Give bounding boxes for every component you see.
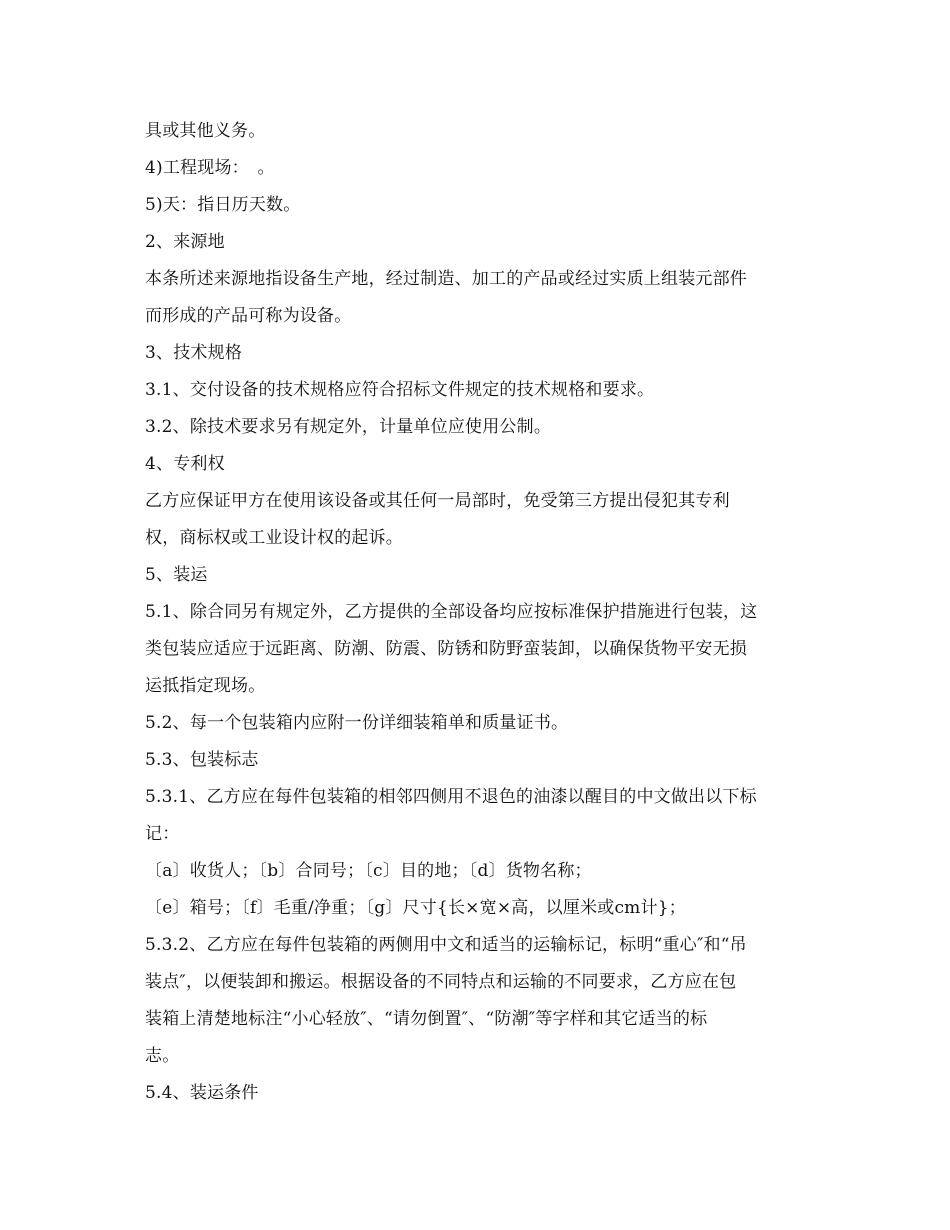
clause-3-1: 3.1、交付设备的技术规格应符合招标文件规定的技术规格和要求。 xyxy=(145,380,655,400)
list-item-day: 5)天：指日历天数。 xyxy=(145,195,301,215)
text-line: 类包装应适应于远距离、防潮、防震、防锈和防野蛮装卸，以确保货物平安无损 xyxy=(145,639,747,659)
text-line: 志。 xyxy=(145,1046,180,1066)
list-item-site: 4)工程现场： 。 xyxy=(145,158,275,178)
clause-5-3-2: 5.3.2、乙方应在每件包装箱的两侧用中文和适当的运输标记，标明“重心″和“吊 xyxy=(145,935,747,955)
marking-list-line: 〔e〕箱号；〔f〕毛重/净重；〔g〕尺寸{长×宽×高，以厘米或cm计}； xyxy=(145,898,686,918)
clause-3-2: 3.2、除技术要求另有规定外，计量单位应使用公制。 xyxy=(145,417,552,437)
text-line: 而形成的产品可称为设备。 xyxy=(145,306,352,326)
text-line: 本条所述来源地指设备生产地，经过制造、加工的产品或经过实质上组装元部件 xyxy=(145,269,747,289)
document-body xyxy=(145,113,825,1112)
section-heading-shipping: 5、装运 xyxy=(145,565,208,585)
text-line: 权，商标权或工业设计权的起诉。 xyxy=(145,528,403,548)
clause-5-4-heading: 5.4、装运条件 xyxy=(145,1083,259,1103)
text-line: 装点″，以便装卸和搬运。根据设备的不同特点和运输的不同要求，乙方应在包 xyxy=(145,972,737,992)
text-line: 装箱上清楚地标注“小心轻放″、“请勿倒置″、“防潮″等字样和其它适当的标 xyxy=(145,1009,708,1029)
clause-5-1: 5.1、除合同另有规定外，乙方提供的全部设备均应按标准保护措施进行包装，这 xyxy=(145,602,758,622)
marking-list-line: 〔a〕收货人；〔b〕合同号；〔c〕目的地；〔d〕货物名称； xyxy=(145,861,592,881)
clause-5-3-heading: 5.3、包装标志 xyxy=(145,750,259,770)
clause-5-2: 5.2、每一个包装箱内应附一份详细装箱单和质量证书。 xyxy=(145,713,569,733)
clause-5-3-1: 5.3.1、乙方应在每件包装箱的相邻四侧用不退色的油漆以醒目的中文做出以下标 xyxy=(145,787,757,807)
section-heading-tech-spec: 3、技术规格 xyxy=(145,343,243,363)
text-line: 运抵指定现场。 xyxy=(145,676,266,696)
text-line: 乙方应保证甲方在使用该设备或其任何一局部时，免受第三方提出侵犯其专利 xyxy=(145,491,730,511)
section-heading-patent: 4、专利权 xyxy=(145,454,225,474)
text-line: 具或其他义务。 xyxy=(145,121,266,141)
section-heading-origin: 2、来源地 xyxy=(145,232,225,252)
text-line: 记： xyxy=(145,824,180,844)
